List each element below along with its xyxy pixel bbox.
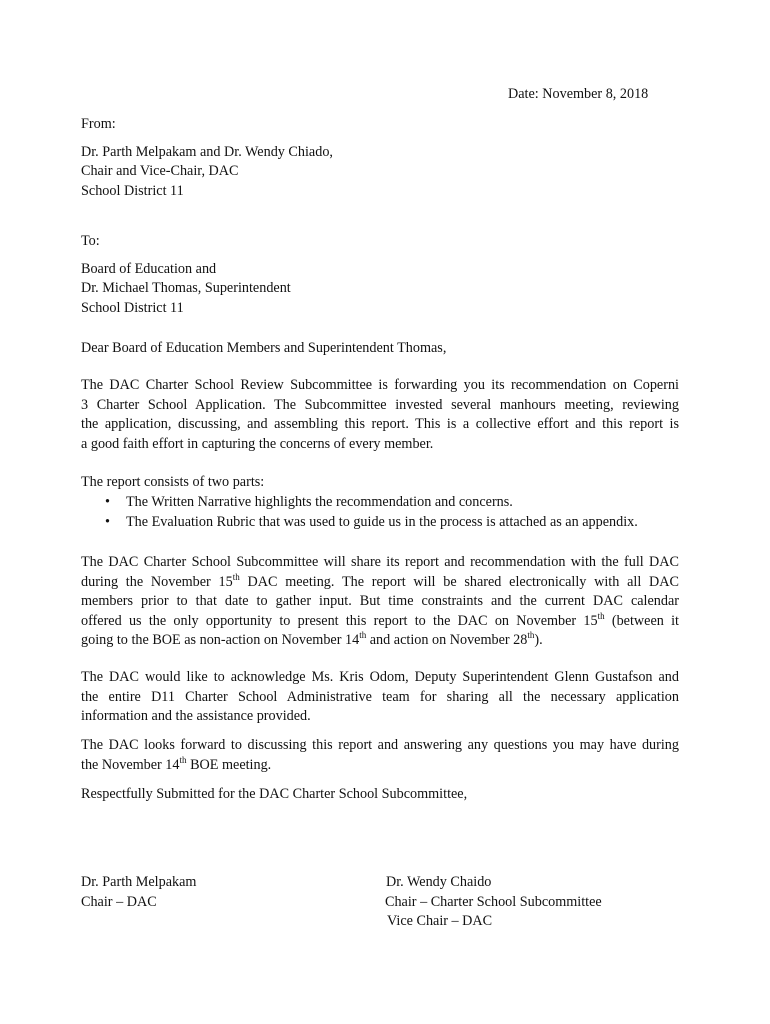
paragraph-sharing (81, 553, 679, 651)
list-item-text: The Evaluation Rubric that was used to guide us in the process is attached as an appendix. (126, 513, 638, 530)
paragraph-line: The DAC Charter School Review Subcommittee is forwarding you its recommendation on Coperni (81, 377, 679, 393)
paragraph-line: the November 14th BOE meeting. (81, 754, 272, 773)
signature-right (385, 873, 602, 932)
report-intro: The report consists of two parts: (81, 474, 265, 490)
signature-title: Chair – DAC (81, 893, 157, 910)
paragraph-line: during the November 15th DAC meeting. The report will be shared electronically with all DAC (81, 571, 679, 590)
paragraph-line: The DAC looks forward to discussing this report and answering any questions you may have during (81, 737, 679, 753)
paragraph-acknowledgement (81, 668, 679, 727)
signature-left (81, 873, 196, 912)
paragraph-line: the entire D11 Charter School Administrative team for sharing all the necessary application (81, 688, 679, 705)
signature-name: Dr. Wendy Chaido (386, 874, 492, 890)
from-block (81, 115, 333, 201)
paragraph-line: The DAC would like to acknowledge Ms. Kris Odom, Deputy Superintendent Glenn Gustafson and (81, 669, 679, 685)
paragraph-line: the application, discussing, and assembling this report. This is a collective effort and this report is (81, 416, 679, 432)
report-parts-list (81, 493, 638, 532)
from-line: Dr. Parth Melpakam and Dr. Wendy Chiado, (81, 143, 333, 160)
to-label: To: (81, 233, 100, 249)
list-item (81, 513, 638, 533)
closing: Respectfully Submitted for the DAC Charter School Subcommittee, (81, 786, 468, 802)
salutation: Dear Board of Education Members and Superintendent Thomas, (81, 340, 447, 356)
paragraph-line: members prior to that date to gather input. But time constraints and the current DAC calendar (81, 593, 679, 609)
list-item (81, 493, 638, 513)
signature-title: Chair – Charter School Subcommittee (385, 893, 602, 910)
paragraph-line: 3 Charter School Application. The Subcommittee invested several manhours meeting, reviewing (81, 396, 679, 413)
list-item-text: The Written Narrative highlights the recommendation and concerns. (126, 494, 513, 510)
paragraph-line: information and the assistance provided. (81, 708, 311, 724)
paragraph-recommendation (81, 376, 679, 454)
bullet-icon: • (105, 494, 110, 510)
from-label: From: (81, 116, 116, 132)
signature-name: Dr. Parth Melpakam (81, 874, 197, 890)
to-line: School District 11 (81, 299, 184, 316)
signature-title: Vice Chair – DAC (387, 913, 493, 929)
from-line: School District 11 (81, 182, 184, 199)
from-line: Chair and Vice-Chair, DAC (81, 163, 239, 179)
paragraph-line: offered us the only opportunity to present this report to the DAC on November 15th (between it (81, 610, 679, 629)
to-line: Board of Education and (81, 260, 217, 277)
paragraph-line: going to the BOE as non-action on November 14th and action on November 28th). (81, 630, 543, 648)
paragraph-discussion (81, 736, 679, 775)
to-block (81, 232, 291, 318)
paragraph-line: a good faith effort in capturing the concerns of every member. (81, 435, 434, 452)
to-line: Dr. Michael Thomas, Superintendent (81, 280, 291, 296)
bullet-icon: • (105, 513, 110, 530)
letter-date: Date: November 8, 2018 (508, 86, 649, 102)
paragraph-line: The DAC Charter School Subcommittee will share its report and recommendation with the full DAC (81, 554, 679, 570)
